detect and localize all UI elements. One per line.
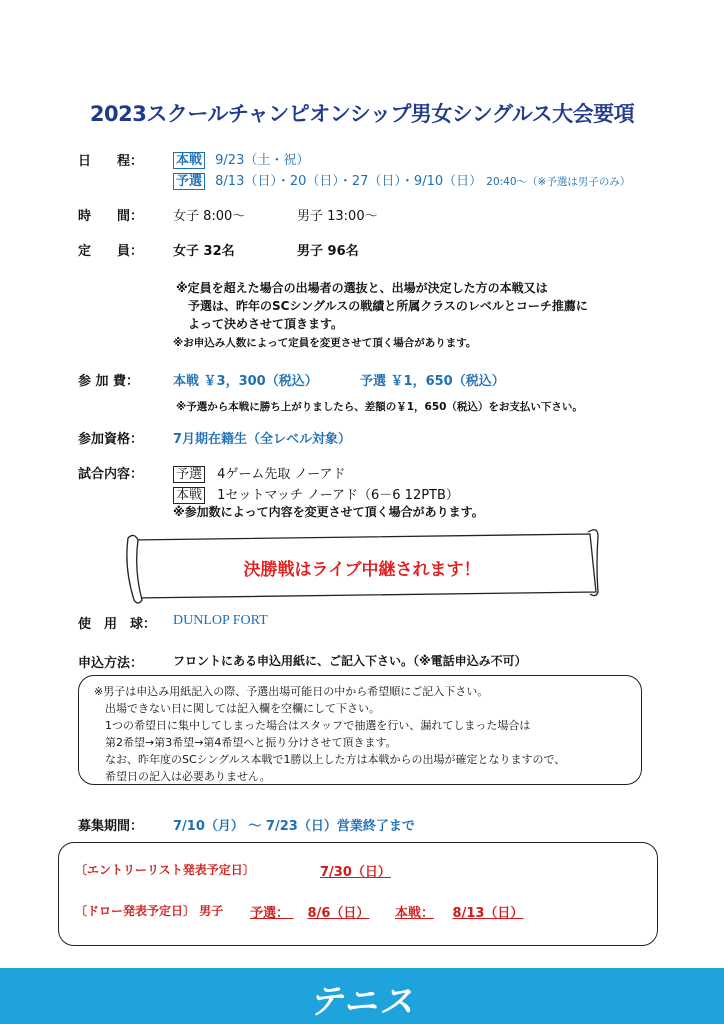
- apply-note-line: 希望日の記入は必要ありません。: [105, 770, 271, 783]
- main-date: 9/23（土・祝）: [215, 153, 310, 168]
- format-main-tag: 本戦: [173, 487, 205, 504]
- prelim-time: 20:40～（※予選は男子のみ）: [486, 176, 631, 188]
- apply-note-line: なお、昨年度のSCシングルス本戦で1勝以上した方は本戦からの出場が確定となりますので、: [105, 753, 566, 766]
- eligibility-label: 参加資格：: [78, 432, 144, 447]
- format-label: 試合内容：: [78, 467, 144, 482]
- ball-value: DUNLOP FORT: [173, 613, 268, 628]
- apply-note-line: 1つの希望日に集中してしまった場合はスタッフで抽選を行い、漏れてしまった場合は: [105, 719, 531, 732]
- fee-note: ※予選から本戦に勝ち上がりましたら、差額の￥1，650（税込）をお支払い下さい。: [176, 401, 583, 413]
- footer-bar: [0, 968, 724, 1024]
- apply-note-line: 出場できない日に関しては記入欄を空欄にして下さい。: [105, 702, 380, 715]
- capacity-label: 定 員：: [78, 244, 144, 259]
- fee-label: 参 加 費：: [78, 374, 140, 389]
- apply-value: フロントにある申込用紙に、ご記入下さい。（※電話申込み不可）: [173, 654, 527, 668]
- page-title: 2023スクールチャンピオンシップ男女シングルス大会要項: [89, 102, 635, 126]
- main-tag: 本戦: [173, 152, 205, 169]
- draw-label: 〔ドロー発表予定日〕 男子: [75, 904, 224, 918]
- announce-box: [58, 842, 658, 946]
- footer-logo-text: テニス: [308, 982, 416, 1022]
- entry-label: 〔エントリーリスト発表予定日〕: [75, 863, 255, 877]
- draw-prelim-date: 8/6（日）: [307, 906, 370, 921]
- entry-date: 7/30（日）: [320, 865, 391, 880]
- time-label: 時 間：: [78, 209, 144, 224]
- capacity-female: 女子 32名: [173, 244, 235, 259]
- draw-prelim-label: 予選：: [250, 906, 290, 921]
- capacity-note-2: 予選は、昨年のSCシングルスの戦績と所属クラスのレベルとコーチ推薦に: [188, 299, 588, 313]
- prelim-dates: 8/13（日）・20（日）・27（日）・9/10（日）: [215, 174, 483, 189]
- capacity-note-1: ※定員を超えた場合の出場者の選抜と、出場が決定した方の本戦又は: [176, 281, 548, 295]
- apply-note-line: 第2希望→第3希望→第4希望へと振り分けさせて頂きます。: [105, 736, 397, 749]
- apply-note-line: ※男子は申込み用紙記入の際、予選出場可能日の中から希望順にご記入下さい。: [94, 685, 489, 698]
- prelim-tag: 予選: [173, 173, 205, 190]
- fee-prelim: 予選 ￥1，650（税込）: [360, 374, 505, 389]
- time-male: 男子 13:00～: [297, 209, 378, 224]
- capacity-male: 男子 96名: [297, 244, 359, 259]
- apply-notes: [94, 683, 565, 785]
- draw-main-date: 8/13（日）: [452, 906, 524, 921]
- draw-main-label: 本戦：: [395, 906, 435, 921]
- format-main-value: 1セットマッチ ノーアド（6－6 12PTB）: [217, 488, 459, 503]
- format-prelim: [173, 463, 346, 482]
- draw-main: [395, 902, 523, 921]
- recruit-label: 募集期間：: [78, 819, 144, 834]
- banner-text: 決勝戦はライブ中継されます！: [243, 560, 481, 580]
- recruit-value: 7/10（月） ～ 7/23（日）営業終了まで: [173, 819, 415, 834]
- format-prelim-value: 4ゲーム先取 ノーアド: [217, 467, 346, 482]
- capacity-note-3: よって決めさせて頂きます。: [188, 317, 344, 331]
- time-female: 女子 8:00～: [173, 209, 246, 224]
- ball-label: 使 用 球：: [78, 617, 157, 632]
- fee-main: 本戦 ￥3，300（税込）: [173, 374, 318, 389]
- format-note: ※参加数によって内容を変更させて頂く場合があります。: [173, 505, 484, 519]
- draw-prelim: [250, 902, 369, 921]
- capacity-note2: ※お申込み人数によって定員を変更させて頂く場合があります。: [173, 337, 477, 349]
- eligibility-value: 7月期在籍生（全レベル対象）: [173, 432, 352, 447]
- format-main: [173, 484, 459, 503]
- schedule-main: [173, 149, 309, 168]
- schedule-label: 日 程：: [78, 154, 144, 169]
- schedule-prelim: [173, 170, 630, 189]
- apply-label: 申込方法：: [78, 656, 144, 671]
- format-prelim-tag: 予選: [173, 466, 205, 483]
